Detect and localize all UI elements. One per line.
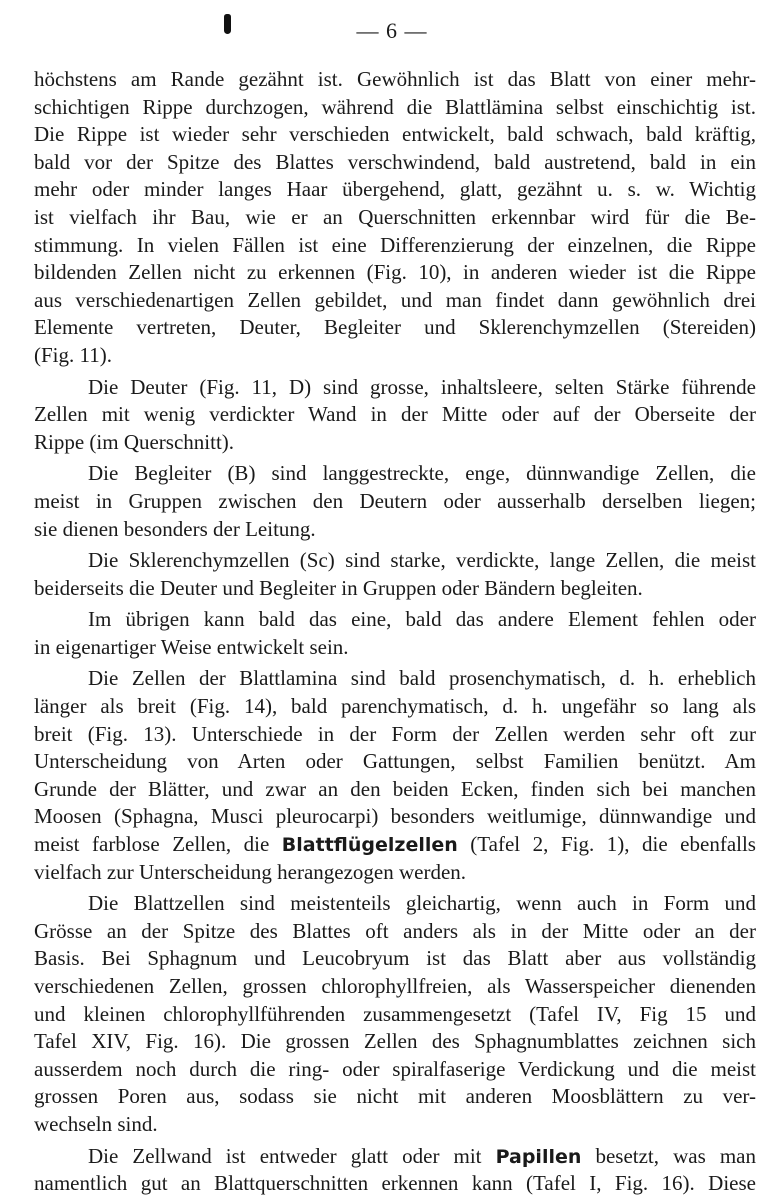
bold-term: Papillen — [495, 1145, 582, 1168]
text-line — [34, 575, 756, 603]
text-segment: meist farblose Zellen, die — [34, 832, 282, 857]
text-segment: beiderseits die Deuter und Begleiter in Gruppen oder Bändern begleiten. — [34, 575, 643, 600]
text-segment: Die Zellwand ist entweder glatt oder mit — [88, 1143, 496, 1168]
text-line — [34, 204, 756, 232]
text-segment: wechseln sind. — [34, 1111, 158, 1136]
text-segment: Basis. Bei Sphagnum und Leucobryum ist das Blatt aber aus vollständig — [34, 946, 756, 971]
text-segment: höchstens am Rande gezähnt ist. Gewöhnlich ist das Blatt von einer mehr- — [34, 67, 756, 91]
text-line — [34, 149, 756, 177]
text-line — [34, 1001, 756, 1029]
text-segment: bildenden Zellen nicht zu erkennen (Fig. 10), in anderen wieder ist die Rippe — [34, 260, 756, 285]
text-line — [34, 606, 756, 634]
text-line — [34, 176, 756, 204]
text-segment: Grösse an der Spitze des Blattes oft anders als in der Mitte oder an der — [34, 918, 756, 943]
body-text — [34, 66, 756, 1198]
text-line — [34, 342, 756, 370]
text-segment: meist in Gruppen zwischen den Deutern oder ausserhalb derselben liegen; — [34, 488, 756, 513]
text-line — [34, 803, 756, 831]
text-line — [34, 121, 756, 149]
text-line — [34, 1143, 756, 1171]
text-segment: Die Deuter (Fig. 11, D) sind grosse, inhaltsleere, selten Stärke führende — [88, 374, 756, 399]
text-segment: vielfach zur Unterscheidung herangezogen werden. — [34, 859, 467, 884]
text-segment: stimmung. In vielen Fällen ist eine Differenzierung der einzelnen, die Rippe — [34, 232, 756, 257]
text-line — [34, 721, 756, 749]
text-line — [34, 634, 756, 662]
text-line — [34, 460, 756, 488]
text-segment: (Fig. 11). — [34, 342, 112, 367]
text-segment: Rippe (im Querschnitt). — [34, 429, 235, 454]
text-line — [34, 516, 756, 544]
text-line — [34, 1083, 756, 1111]
text-line — [34, 859, 756, 887]
text-segment: Die Blattzellen sind meistenteils gleichartig, wenn auch in Form und — [88, 891, 756, 916]
text-segment: Elemente vertreten, Deuter, Begleiter und Sklerenchymzellen (Stereiden) — [34, 315, 756, 340]
text-line — [34, 374, 756, 402]
text-line — [34, 1170, 756, 1198]
text-line — [34, 1111, 756, 1139]
text-line — [34, 259, 756, 287]
text-line — [34, 1056, 756, 1084]
text-line — [34, 693, 756, 721]
text-segment: Zellen mit wenig verdickter Wand in der Mitte oder auf der Oberseite der — [34, 402, 756, 427]
page-number: — 6 — — [356, 18, 428, 43]
text-segment: breit (Fig. 13). Unterschiede in der Form der Zellen werden sehr oft zur — [34, 721, 756, 746]
text-line — [34, 890, 756, 918]
text-segment: länger als breit (Fig. 14), bald parenchymatisch, d. h. ungefähr so lang als — [34, 694, 756, 719]
text-segment: Die Begleiter (B) sind langgestreckte, enge, dünnwandige Zellen, die — [88, 461, 756, 486]
text-line — [34, 94, 756, 122]
text-segment: bald vor der Spitze des Blattes verschwindend, bald austretend, bald in ein — [34, 149, 756, 174]
text-segment: (Tafel 2, Fig. 1), die ebenfalls — [457, 832, 756, 857]
text-line — [34, 831, 756, 859]
text-segment: Tafel XIV, Fig. 16). Die grossen Zellen des Sphagnumblattes zeichnen sich — [34, 1029, 756, 1054]
text-line — [34, 488, 756, 516]
text-segment: grossen Poren aus, sodass sie nicht mit anderen Moosblättern zu ver- — [34, 1084, 756, 1109]
text-segment: verschiedenen Zellen, grossen chlorophyllfreien, als Wasserspeicher dienenden — [34, 974, 756, 998]
text-segment: ist vielfach ihr Bau, wie er an Querschnitten erkennbar wird für die Be- — [34, 204, 756, 229]
text-segment: Die Zellen der Blattlamina sind bald prosenchymatisch, d. h. erheblich — [88, 666, 756, 691]
text-line — [34, 973, 756, 1001]
text-line — [34, 776, 756, 804]
text-segment: schichtigen Rippe durchzogen, während die Blattlämina selbst einschichtig ist. — [34, 94, 756, 119]
text-segment: besetzt, was man — [581, 1143, 756, 1168]
text-line — [34, 918, 756, 946]
text-segment: mehr oder minder langes Haar übergehend, glatt, gezähnt u. s. w. Wichtig — [34, 177, 756, 202]
text-segment: Grunde der Blätter, und zwar an den beiden Ecken, finden sich bei manchen — [34, 776, 756, 801]
text-line — [34, 401, 756, 429]
text-line — [34, 665, 756, 693]
text-segment: ausserdem noch durch die ring- oder spiralfaserige Verdickung und die meist — [34, 1056, 756, 1081]
text-segment: namentlich gut an Blattquerschnitten erkennen kann (Tafel I, Fig. 16). Diese — [34, 1171, 756, 1196]
text-segment: Unterscheidung von Arten oder Gattungen, selbst Familien benützt. Am — [34, 749, 756, 774]
text-segment: in eigenartiger Weise entwickelt sein. — [34, 634, 349, 659]
text-line — [34, 547, 756, 575]
text-line — [34, 232, 756, 260]
text-line — [34, 429, 756, 457]
text-segment: Im übrigen kann bald das eine, bald das andere Element fehlen oder — [88, 607, 756, 632]
text-line — [34, 1028, 756, 1056]
text-line — [34, 287, 756, 315]
bold-term: Blattflügelzellen — [281, 834, 458, 857]
text-line — [34, 66, 756, 94]
text-segment: Die Rippe ist wieder sehr verschieden entwickelt, bald schwach, bald kräftig, — [34, 122, 756, 147]
text-line — [34, 945, 756, 973]
text-segment: sie dienen besonders der Leitung. — [34, 516, 316, 541]
text-segment: Moosen (Sphagna, Musci pleurocarpi) besonders weitlumige, dünnwandige und — [34, 804, 756, 829]
text-line — [34, 748, 756, 776]
text-segment: Die Sklerenchymzellen (Sc) sind starke, verdickte, lange Zellen, die meist — [88, 548, 756, 573]
text-segment: und kleinen chlorophyllführenden zusammengesetzt (Tafel IV, Fig 15 und — [34, 1001, 756, 1026]
text-line — [34, 314, 756, 342]
text-segment: aus verschiedenartigen Zellen gebildet, und man findet dann gewöhnlich drei — [34, 287, 756, 312]
